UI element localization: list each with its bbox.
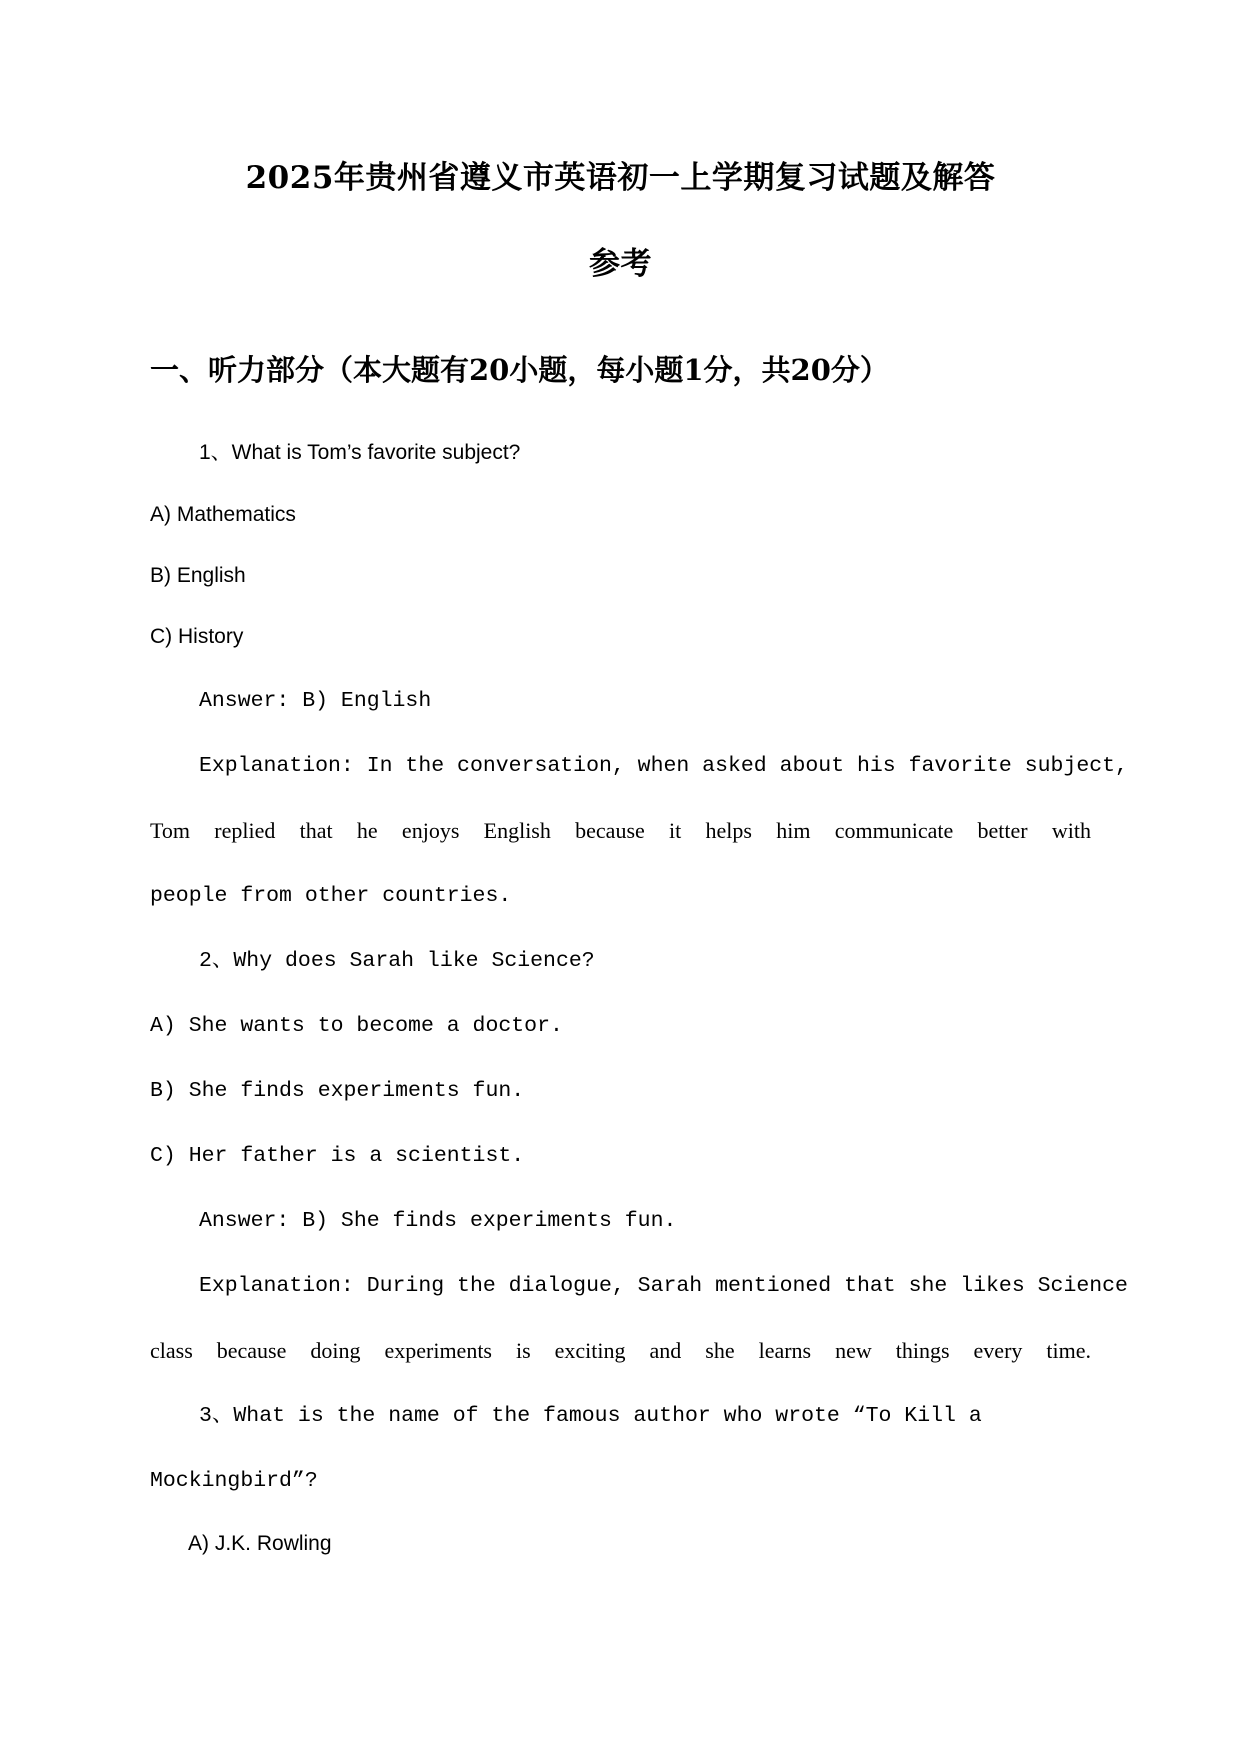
question-3: 3、What is the name of the famous author who wrote “To Kill a <box>199 1404 982 1428</box>
question-3-option-a: A) J.K. Rowling <box>188 1532 332 1555</box>
section-heading: 一、听力部分（本大题有20小题，每小题1分，共20分） <box>150 353 889 387</box>
document-title-continued: 参考 <box>589 246 652 282</box>
question-1-answer: Answer: B) English <box>199 689 432 713</box>
document-title: 2025年贵州省遵义市英语初一上学期复习试题及解答 <box>245 160 996 196</box>
question-1-option-b: B) English <box>150 564 246 587</box>
question-1: 1、What is Tom’s favorite subject? <box>199 441 521 464</box>
question-1-explanation-line: people from other countries. <box>150 884 512 908</box>
question-1-option-a: A) Mathematics <box>150 503 296 526</box>
question-3-continued: Mockingbird”? <box>150 1469 318 1493</box>
question-2-option-c: C) Her father is a scientist. <box>150 1144 525 1168</box>
question-2-explanation-line: class because doing experiments is exciting and she learns new things every time. <box>150 1338 1091 1363</box>
question-2-option-b: B) She finds experiments fun. <box>150 1079 525 1103</box>
question-1-explanation-line: Explanation: In the conversation, when asked about his favorite subject, <box>199 754 1128 778</box>
question-1-explanation-line: Tom replied that he enjoys English because it helps him communicate better with <box>150 818 1091 843</box>
question-2-answer: Answer: B) She finds experiments fun. <box>199 1209 677 1233</box>
question-2-explanation-line: Explanation: During the dialogue, Sarah mentioned that she likes Science <box>199 1274 1128 1298</box>
question-2-option-a: A) She wants to become a doctor. <box>150 1014 563 1038</box>
question-1-option-c: C) History <box>150 625 244 648</box>
question-2: 2、Why does Sarah like Science? <box>199 949 595 973</box>
